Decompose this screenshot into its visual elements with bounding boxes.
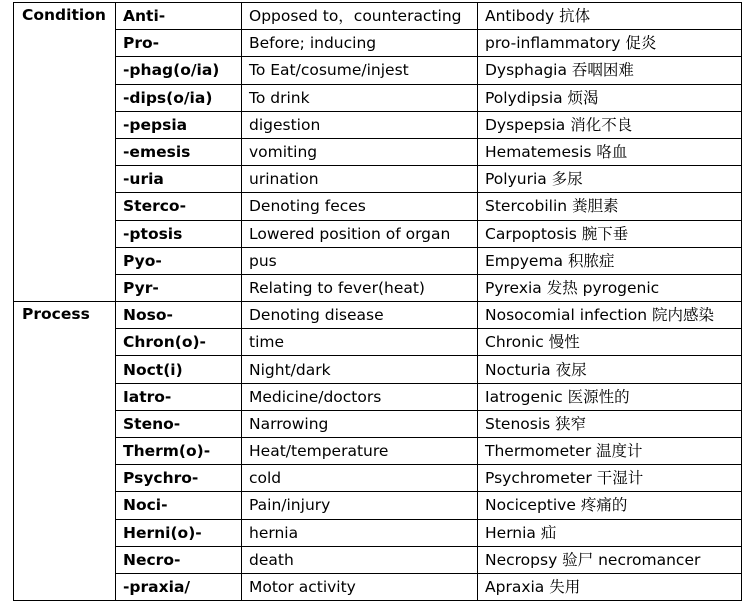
- table-row: [14, 546, 742, 573]
- affix-cell: Anti-: [116, 3, 242, 30]
- table-row: [14, 247, 742, 274]
- table-row: [14, 383, 742, 410]
- meaning-cell: Denoting disease: [242, 302, 478, 329]
- affix-cell: Noci-: [116, 492, 242, 519]
- meaning-cell: Denoting feces: [242, 193, 478, 220]
- affix-cell: -praxia/: [116, 573, 242, 600]
- example-cell: Psychrometer 干湿计: [478, 465, 742, 492]
- meaning-cell: vomiting: [242, 138, 478, 165]
- example-cell: Necropsy 验尸 necromancer: [478, 546, 742, 573]
- table-row: [14, 111, 742, 138]
- affix-cell: Pyo-: [116, 247, 242, 274]
- meaning-cell: time: [242, 329, 478, 356]
- table-row: [14, 519, 742, 546]
- example-cell: Thermometer 温度计: [478, 438, 742, 465]
- table-row: [14, 492, 742, 519]
- table-row: [14, 57, 742, 84]
- affix-cell: Iatro-: [116, 383, 242, 410]
- meaning-cell: Before; inducing: [242, 30, 478, 57]
- affix-cell: Necro-: [116, 546, 242, 573]
- example-cell: Hernia 疝: [478, 519, 742, 546]
- table-row: [14, 138, 742, 165]
- meaning-cell: Heat/temperature: [242, 438, 478, 465]
- meaning-cell: urination: [242, 166, 478, 193]
- table-body: [14, 3, 742, 601]
- example-cell: Dysphagia 吞咽困难: [478, 57, 742, 84]
- meaning-cell: Relating to fever(heat): [242, 274, 478, 301]
- affix-cell: Pyr-: [116, 274, 242, 301]
- table-row: [14, 84, 742, 111]
- table-row: [14, 465, 742, 492]
- affix-cell: -dips(o/ia): [116, 84, 242, 111]
- table-row: [14, 166, 742, 193]
- table-row: [14, 329, 742, 356]
- table-row: [14, 356, 742, 383]
- affix-cell: Chron(o)-: [116, 329, 242, 356]
- example-cell: Iatrogenic 医源性的: [478, 383, 742, 410]
- example-cell: pro-inflammatory 促炎: [478, 30, 742, 57]
- example-cell: Stercobilin 粪胆素: [478, 193, 742, 220]
- meaning-cell: Medicine/doctors: [242, 383, 478, 410]
- example-cell: Chronic 慢性: [478, 329, 742, 356]
- affix-cell: Psychro-: [116, 465, 242, 492]
- table-row: [14, 410, 742, 437]
- example-cell: Polydipsia 烦渴: [478, 84, 742, 111]
- meaning-cell: Lowered position of organ: [242, 220, 478, 247]
- example-cell: Hematemesis 咯血: [478, 138, 742, 165]
- table-row: [14, 274, 742, 301]
- affix-cell: Pro-: [116, 30, 242, 57]
- affix-cell: -uria: [116, 166, 242, 193]
- table-row: [14, 220, 742, 247]
- example-cell: Dyspepsia 消化不良: [478, 111, 742, 138]
- table-row: [14, 3, 742, 30]
- example-cell: Nosocomial infection 院内感染: [478, 302, 742, 329]
- affix-cell: Therm(o)-: [116, 438, 242, 465]
- affix-cell: Sterco-: [116, 193, 242, 220]
- affix-cell: Herni(o)-: [116, 519, 242, 546]
- affix-cell: -phag(o/ia): [116, 57, 242, 84]
- meaning-cell: cold: [242, 465, 478, 492]
- table-row: [14, 30, 742, 57]
- meaning-cell: Opposed to，counteracting: [242, 3, 478, 30]
- meaning-cell: hernia: [242, 519, 478, 546]
- category-cell: Process: [14, 302, 116, 601]
- meaning-cell: digestion: [242, 111, 478, 138]
- meaning-cell: Night/dark: [242, 356, 478, 383]
- meaning-cell: To drink: [242, 84, 478, 111]
- example-cell: Empyema 积脓症: [478, 247, 742, 274]
- meaning-cell: To Eat/cosume/injest: [242, 57, 478, 84]
- medical-affix-table: [13, 2, 742, 601]
- example-cell: Carpoptosis 腕下垂: [478, 220, 742, 247]
- meaning-cell: Narrowing: [242, 410, 478, 437]
- table-row: [14, 302, 742, 329]
- example-cell: Polyuria 多尿: [478, 166, 742, 193]
- meaning-cell: Pain/injury: [242, 492, 478, 519]
- affix-cell: Steno-: [116, 410, 242, 437]
- affix-cell: Noso-: [116, 302, 242, 329]
- table-row: [14, 193, 742, 220]
- category-cell: Condition: [14, 3, 116, 302]
- table-row: [14, 438, 742, 465]
- example-cell: Apraxia 失用: [478, 573, 742, 600]
- example-cell: Stenosis 狭窄: [478, 410, 742, 437]
- meaning-cell: pus: [242, 247, 478, 274]
- meaning-cell: Motor activity: [242, 573, 478, 600]
- example-cell: Nociceptive 疼痛的: [478, 492, 742, 519]
- affix-cell: -emesis: [116, 138, 242, 165]
- example-cell: Pyrexia 发热 pyrogenic: [478, 274, 742, 301]
- example-cell: Antibody 抗体: [478, 3, 742, 30]
- affix-cell: -pepsia: [116, 111, 242, 138]
- table-row: [14, 573, 742, 600]
- example-cell: Nocturia 夜尿: [478, 356, 742, 383]
- affix-cell: Noct(i): [116, 356, 242, 383]
- affix-cell: -ptosis: [116, 220, 242, 247]
- meaning-cell: death: [242, 546, 478, 573]
